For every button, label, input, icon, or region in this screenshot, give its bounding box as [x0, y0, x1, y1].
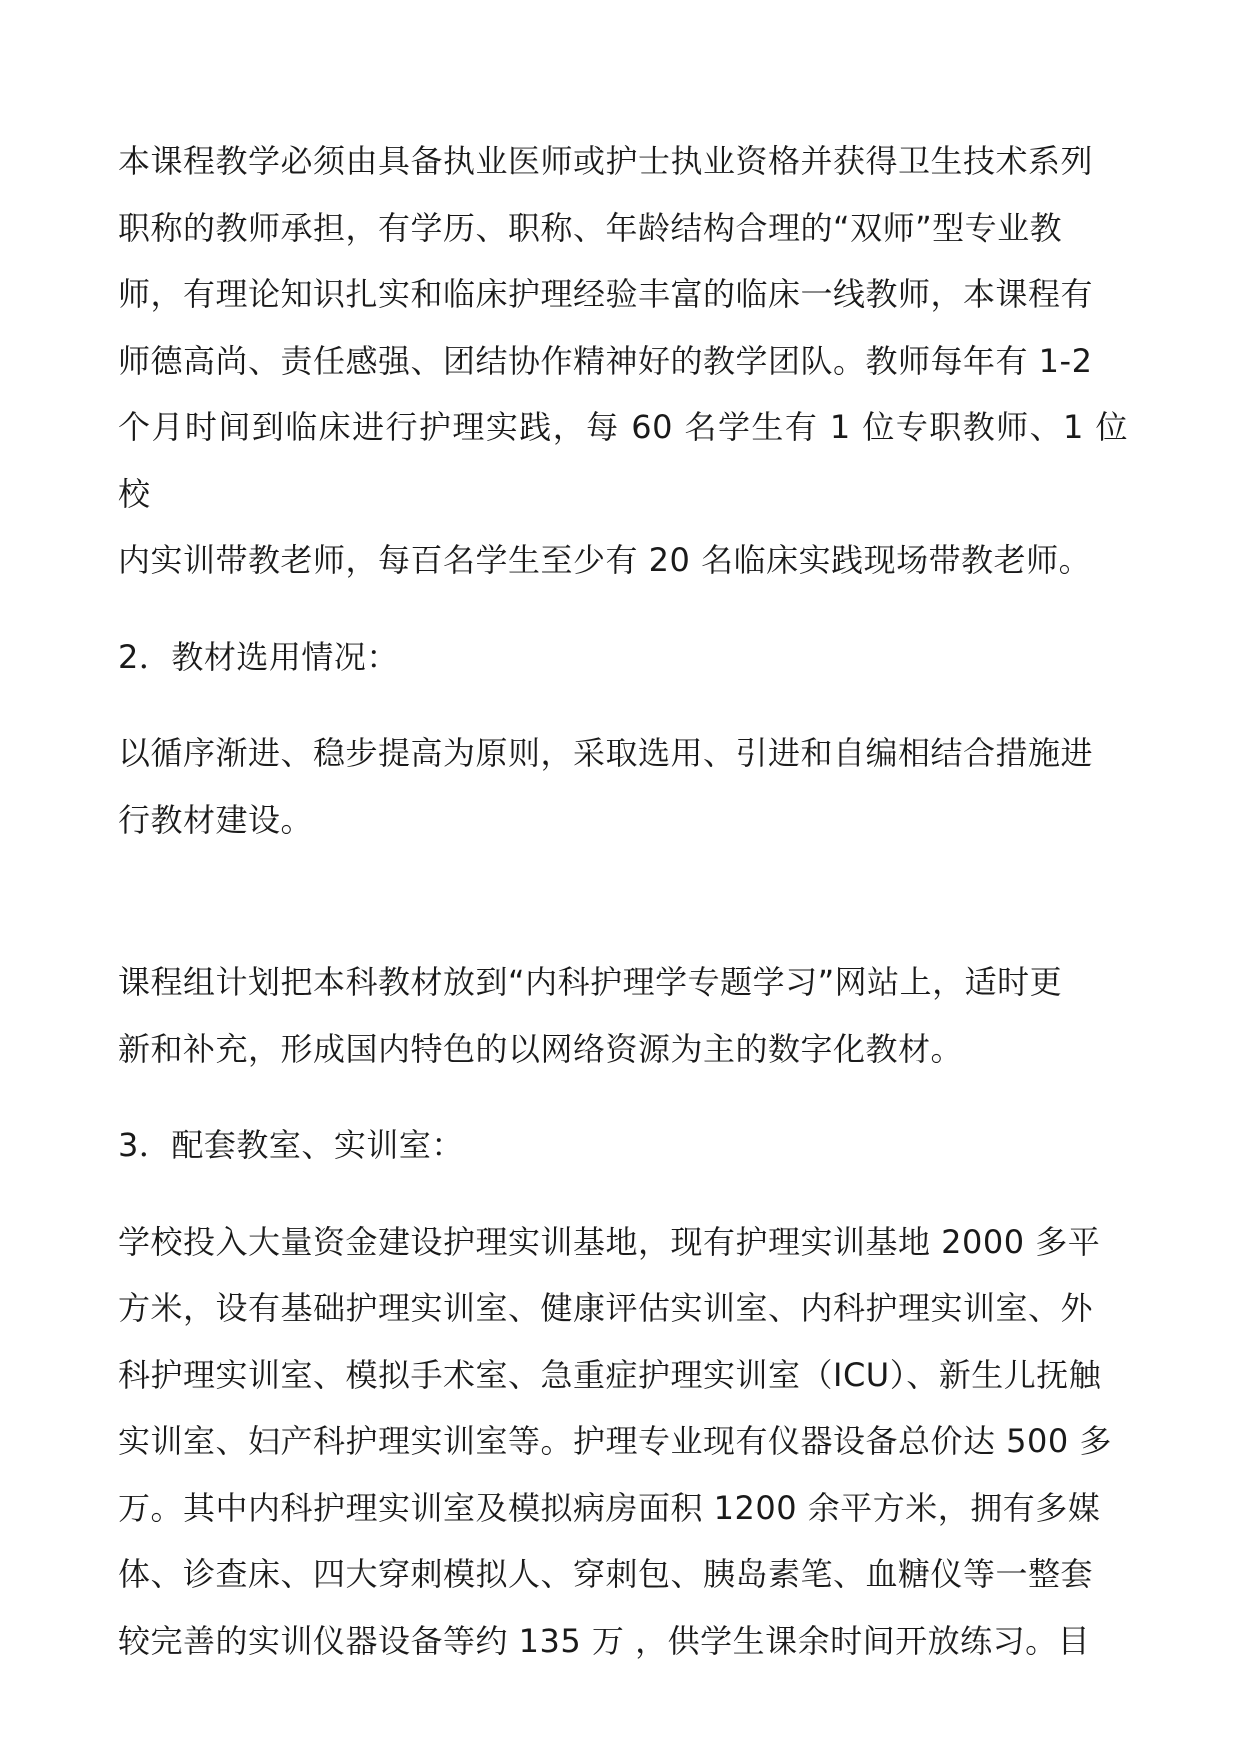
text-line: 师德高尚、责任感强、团结协作精神好的教学团队。教师每年有 1-2	[118, 341, 1093, 380]
paragraph-textbooks	[118, 720, 1128, 853]
text-line: 内实训带教老师，每百名学生至少有 20 名临床实践现场带教老师。	[118, 541, 1092, 579]
text-line: 师，有理论知识扎实和临床护理经验丰富的临床一线教师，本课程有	[118, 275, 1094, 313]
text-line: 科护理实训室、模拟手术室、急重症护理实训室（ICU）、新生儿抚触	[118, 1355, 1102, 1394]
text-line: 个月时间到临床进行护理实践，每 60 名学生有 1 位专职教师、1 位校	[118, 408, 1128, 513]
text-line: 实训室、妇产科护理实训室等。护理专业现有仪器设备总价达 500 多	[118, 1422, 1112, 1460]
text-line: 本课程教学必须由具备执业医师或护士执业资格并获得卫生技术系列	[118, 142, 1094, 180]
paragraph-facilities	[118, 1209, 1128, 1675]
text-line: 课程组计划把本科教材放到“内科护理学专题学习”网站上，适时更	[118, 963, 1063, 1001]
text-line: 万。其中内科护理实训室及模拟病房面积 1200 余平方米，拥有多媒	[118, 1488, 1101, 1527]
text-line: 新和补充，形成国内特色的以网络资源为主的数字化教材。	[118, 1029, 964, 1068]
text-line: 方米，设有基础护理实训室、健康评估实训室、内科护理实训室、外	[118, 1289, 1094, 1327]
text-line: 较完善的实训仪器设备等约 135 万 ，供学生课余时间开放练习。目	[118, 1621, 1091, 1660]
section-heading-classrooms: 3．配套教室、实训室：	[118, 1126, 464, 1164]
text-line: 学校投入大量资金建设护理实训基地，现有护理实训基地 2000 多平	[118, 1222, 1101, 1261]
text-line: 行教材建设。	[118, 800, 314, 839]
text-line: 职称的教师承担，有学历、职称、年龄结构合理的“双师”型专业教	[118, 208, 1063, 247]
document-body	[118, 128, 1128, 1674]
text-line: 体、诊查床、四大穿刺模拟人、穿刺包、胰岛素笔、血糖仪等一整套	[118, 1555, 1094, 1593]
text-line: 以循序渐进、稳步提高为原则，采取选用、引进和自编相结合措施进	[118, 734, 1094, 772]
section-heading-textbooks: 2．教材选用情况：	[118, 637, 399, 676]
paragraph-teachers	[118, 128, 1128, 594]
paragraph-website	[118, 949, 1128, 1082]
